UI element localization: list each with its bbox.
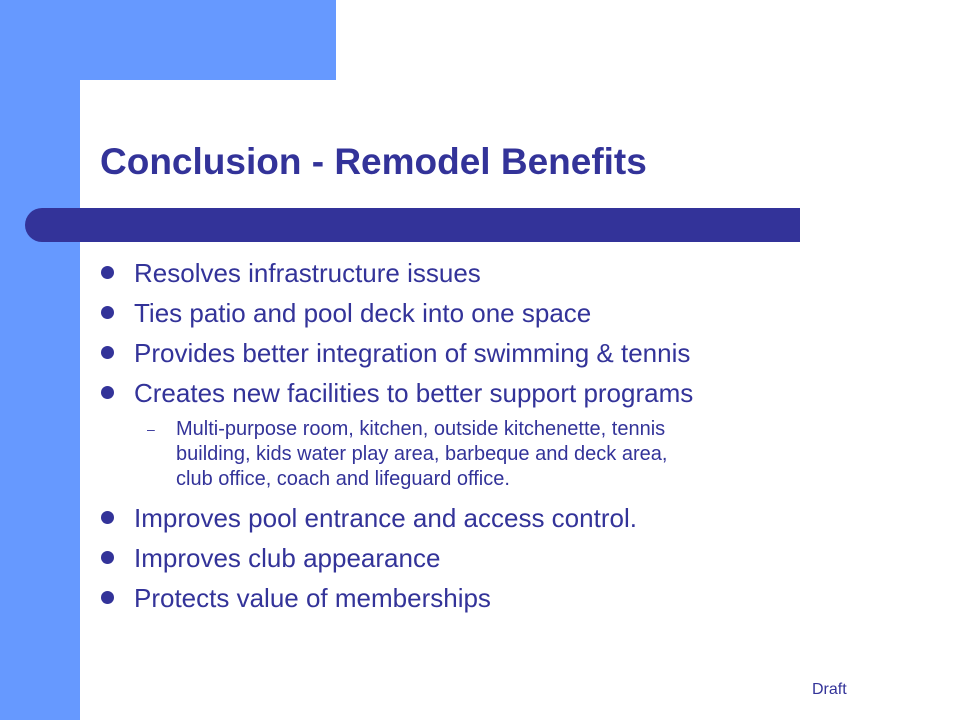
title-underline-bar: [25, 208, 800, 242]
bullet-dot-icon: [101, 346, 114, 359]
bullet-dot-icon: [101, 551, 114, 564]
bullet-text: Improves club appearance: [134, 543, 441, 573]
top-accent-block: [0, 0, 336, 80]
bullet-text: Improves pool entrance and access control.: [134, 503, 637, 533]
bullet-dot-icon: [101, 306, 114, 319]
sub-bullet-item: [100, 417, 693, 492]
sub-bullet-line: building, kids water play area, barbeque and deck area,: [176, 443, 668, 465]
bullet-item: [100, 498, 693, 538]
sub-bullet-line: Multi-purpose room, kitchen, outside kitchenette, tennis: [176, 418, 666, 440]
slide-title: Conclusion - Remodel Benefits: [100, 141, 647, 182]
draft-label: Draft: [812, 681, 847, 698]
bullet-dot-icon: [101, 386, 114, 399]
bullet-dot-icon: [101, 591, 114, 604]
bullet-text: Provides better integration of swimming & tennis: [134, 338, 691, 368]
bullet-item: [100, 538, 693, 578]
bullet-list: [100, 253, 693, 618]
bullet-text: Creates new facilities to better support programs: [134, 378, 694, 408]
dash-bullet-icon: –: [147, 421, 155, 437]
left-accent-band: [0, 0, 80, 720]
sub-bullet-line: club office, coach and lifeguard office.: [176, 468, 510, 490]
bullet-item: [100, 333, 693, 373]
bullet-text: Resolves infrastructure issues: [134, 258, 481, 288]
bullet-item: [100, 373, 693, 413]
bullet-dot-icon: [101, 266, 114, 279]
bullet-item: [100, 293, 693, 333]
bullet-item: [100, 578, 693, 618]
bullet-dot-icon: [101, 511, 114, 524]
bullet-text: Protects value of memberships: [134, 583, 491, 613]
bullet-text: Ties patio and pool deck into one space: [134, 298, 592, 328]
bullet-item: [100, 253, 693, 293]
